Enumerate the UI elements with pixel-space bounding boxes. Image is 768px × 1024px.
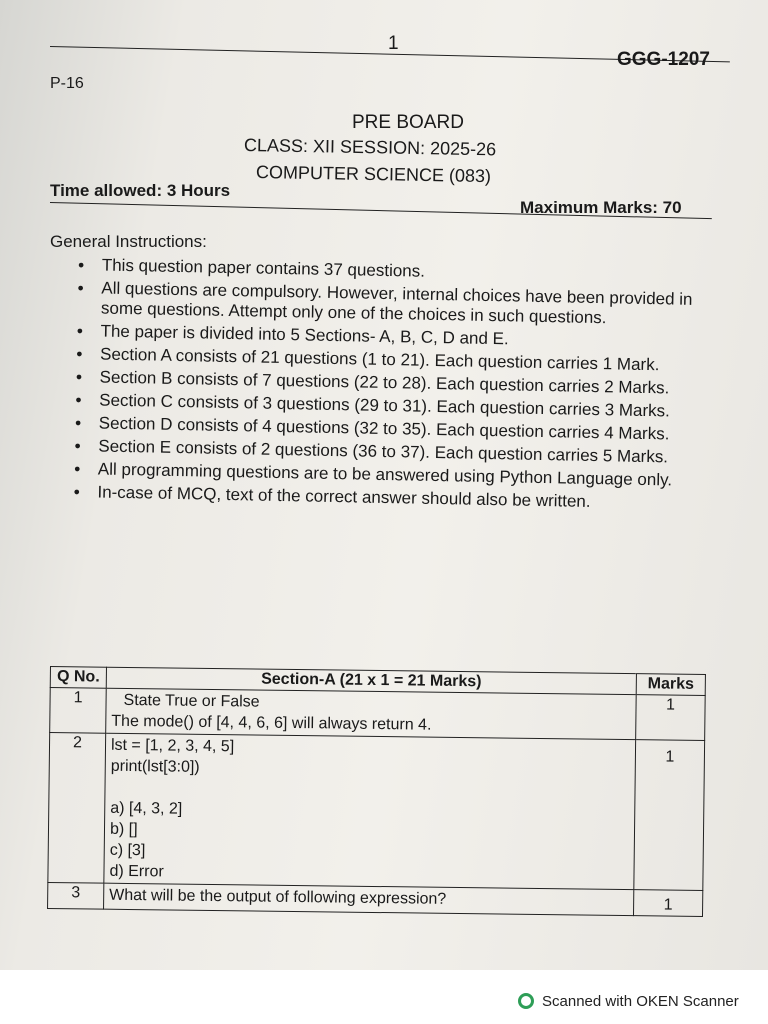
instruction-item: ● Section B consists of 7 questions (22 to 28). Each question carries 2 Marks.	[71, 367, 711, 399]
instruction-item: ● The paper is divided into 5 Sections- A, B, C, D and E.	[72, 321, 712, 353]
option-b: b) []	[109, 820, 138, 839]
maximum-marks: Maximum Marks: 70	[520, 198, 682, 217]
instruction-item: ● All questions are compulsory. However, internal choices have been provided in some questions. Attempt only one of the choices in such questions.	[73, 278, 714, 330]
question-line: print(lst[3:0])	[110, 757, 200, 776]
question-number: 3	[48, 882, 104, 909]
exam-title: PRE BOARD	[352, 112, 464, 133]
question-line: What will be the output of following expression?	[109, 886, 447, 908]
question-text	[104, 733, 636, 889]
question-marks: 1	[634, 740, 705, 891]
page-number: 1	[388, 33, 399, 54]
question-marks: 1	[633, 890, 702, 917]
scanner-watermark-text: Scanned with OKEN Scanner	[542, 992, 739, 1010]
scanner-footer	[518, 990, 739, 1012]
time-allowed: Time allowed: 3 Hours	[50, 181, 231, 200]
question-line: State True or False	[123, 691, 260, 711]
instruction-item: ● Section A consists of 21 questions (1 to 21). Each question carries 1 Mark.	[72, 344, 712, 376]
class-session: CLASS: XII SESSION: 2025-26	[243, 135, 497, 160]
instruction-item: ● Section D consists of 4 questions (32 to 35). Each question carries 4 Marks.	[71, 413, 711, 445]
option-d: d) Error	[109, 862, 164, 881]
paper-ref: P-16	[50, 75, 84, 92]
instruction-item: ● Section C consists of 3 questions (29 to 31). Each question carries 3 Marks.	[71, 390, 711, 422]
instruction-item: ● Section E consists of 2 questions (36 to 37). Each question carries 5 Marks.	[70, 436, 710, 468]
instructions-title: General Instructions:	[50, 232, 207, 251]
instructions-list	[69, 255, 714, 517]
question-number: 2	[48, 733, 106, 884]
instruction-item: ● All programming questions are to be answered using Python Language only.	[70, 459, 710, 491]
question-line: lst = [1, 2, 3, 4, 5]	[110, 736, 235, 756]
instruction-item: ● This question paper contains 37 questions.	[74, 255, 714, 287]
option-c: c) [3]	[109, 841, 146, 860]
col-qno-header: Q No.	[50, 667, 106, 689]
col-section-header: Section-A (21 x 1 = 21 Marks)	[106, 667, 636, 694]
oken-logo-icon	[518, 993, 534, 1009]
question-line: The mode() of [4, 4, 6, 6] will always return 4.	[111, 712, 432, 734]
subject-title: COMPUTER SCIENCE (083)	[255, 162, 492, 187]
question-number: 1	[50, 688, 107, 734]
col-marks-header: Marks	[636, 674, 705, 696]
instruction-item: ● In-case of MCQ, text of the correct answer should also be written.	[69, 482, 709, 514]
question-marks: 1	[636, 695, 706, 741]
paper-code: GGG-1207	[617, 49, 710, 70]
option-a: a) [4, 3, 2]	[110, 799, 183, 818]
table-row	[48, 733, 705, 891]
question-text	[104, 883, 634, 915]
questions-table	[47, 666, 710, 917]
table-row	[50, 688, 706, 741]
question-text	[106, 688, 637, 739]
